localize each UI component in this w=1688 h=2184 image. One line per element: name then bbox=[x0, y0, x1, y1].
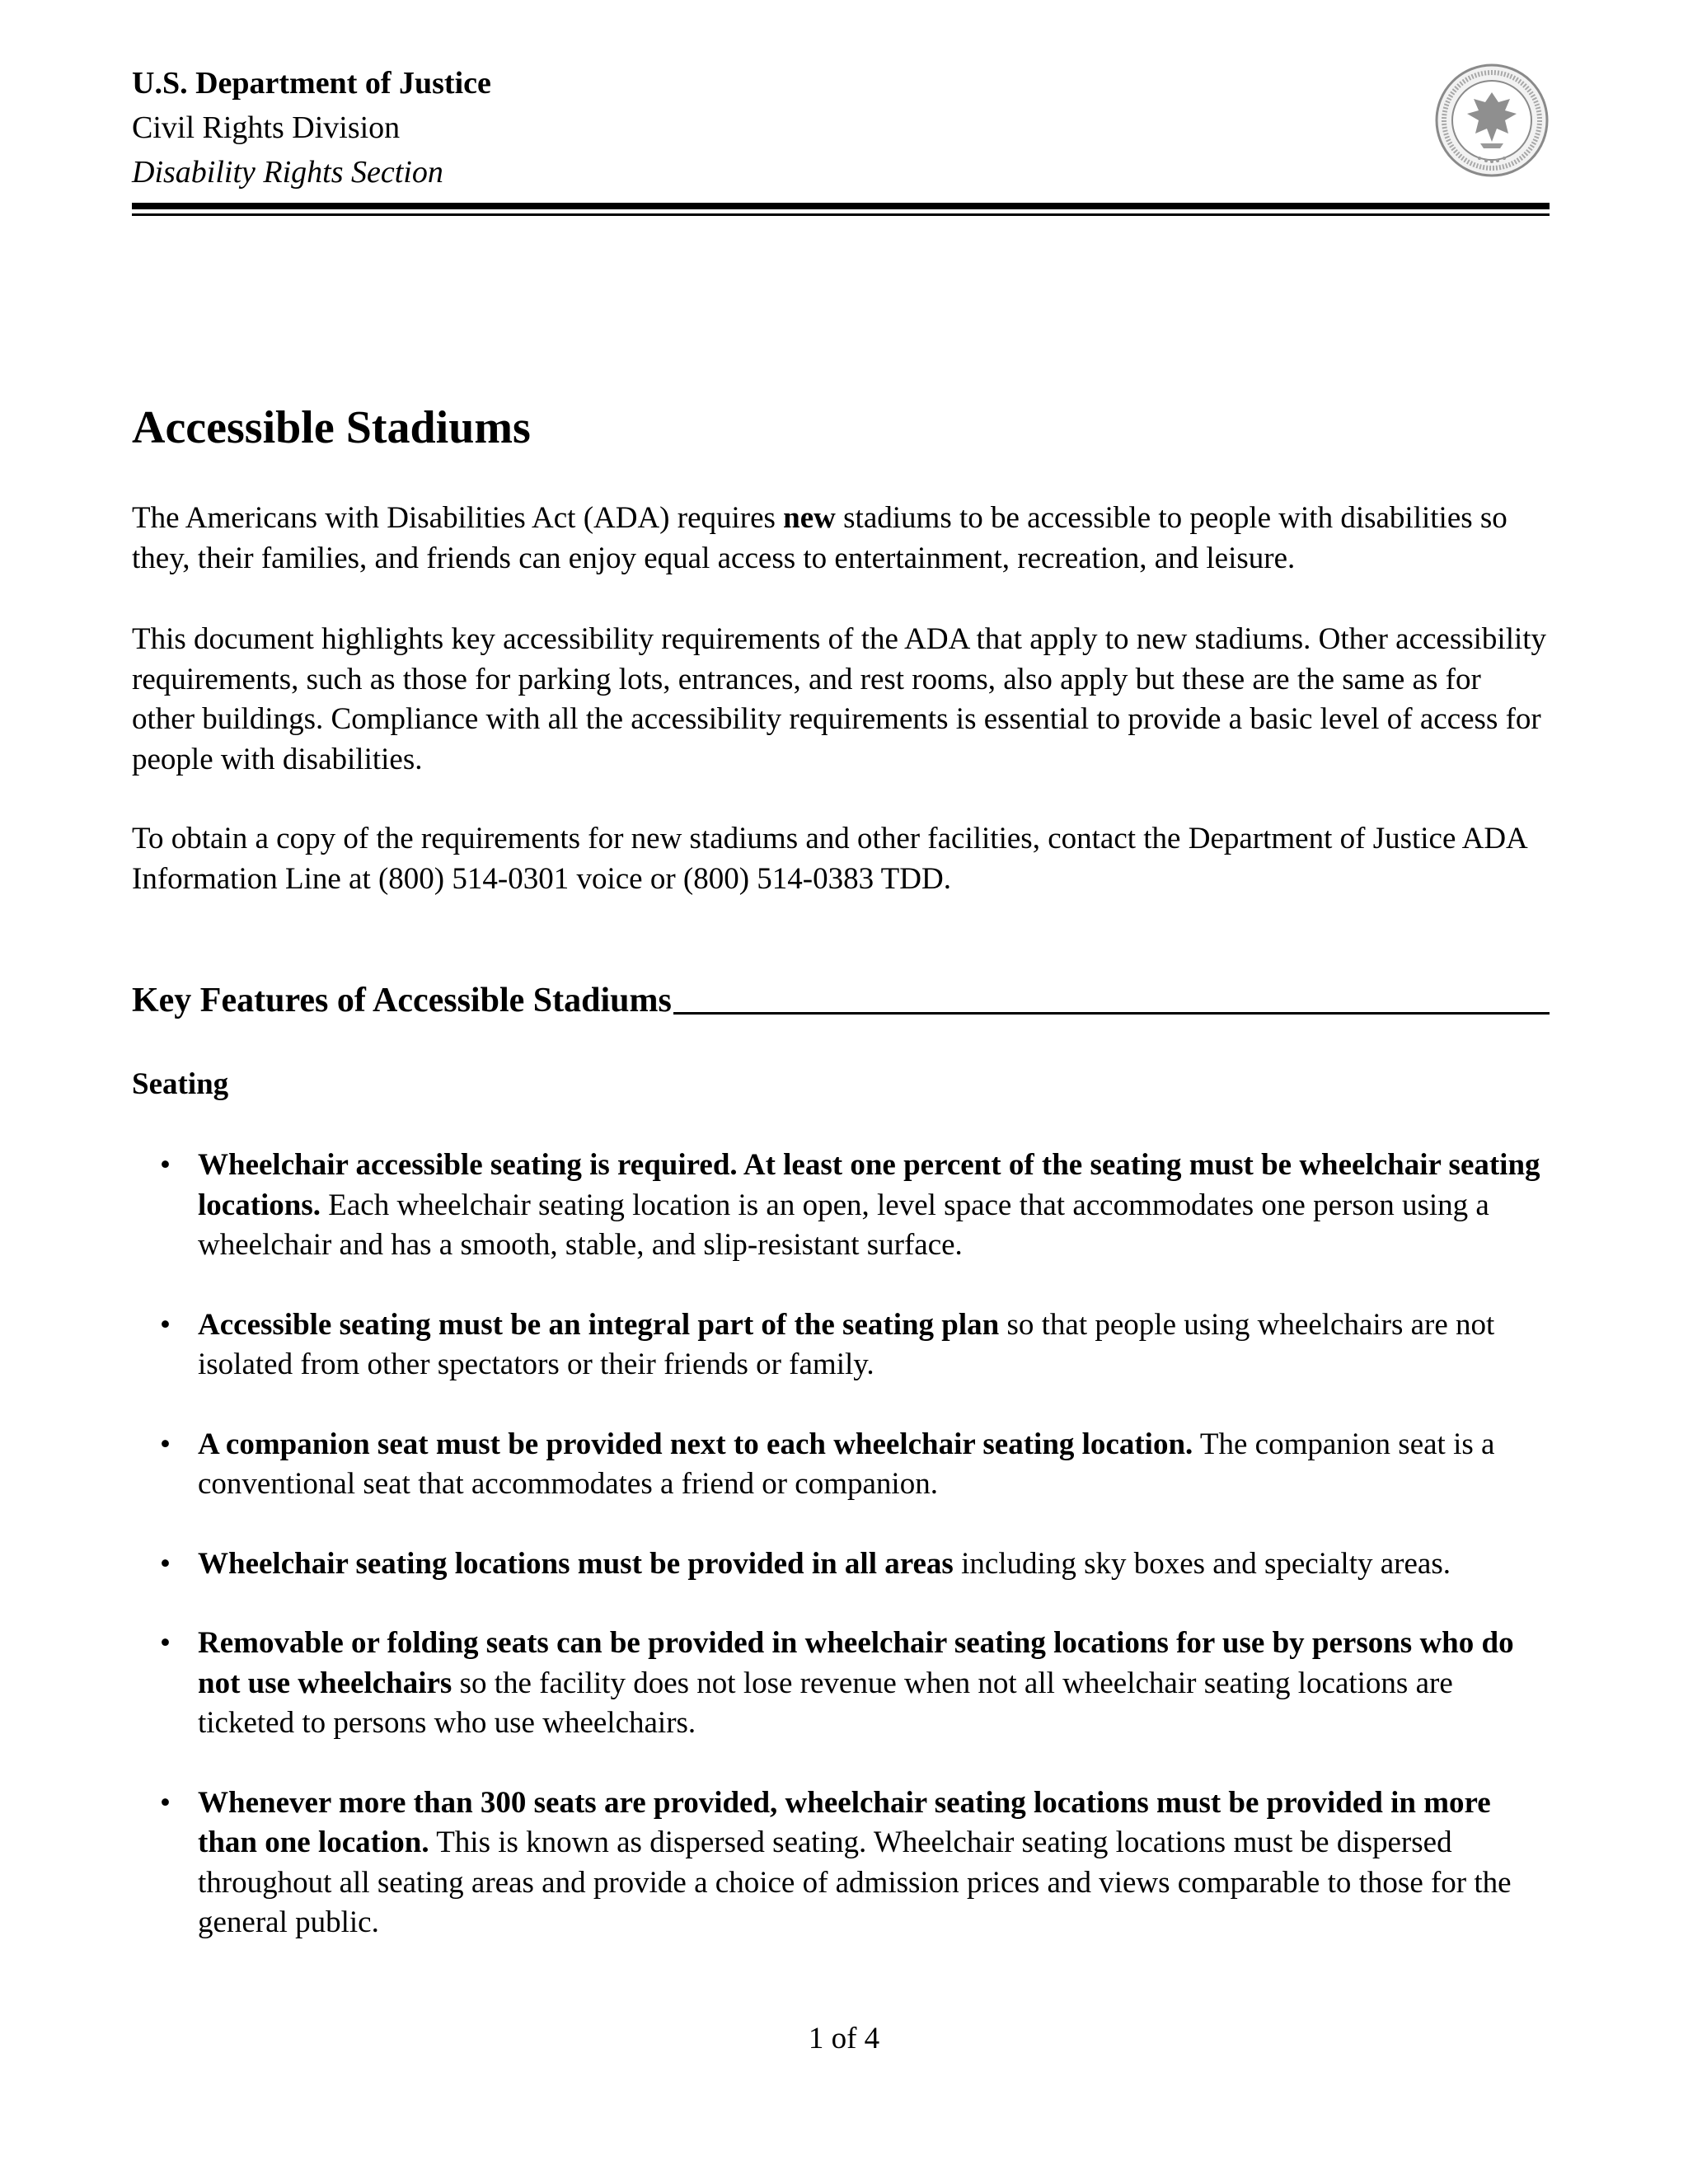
bullet-text: so the facility does not lose revenue when not all wheelchair seating locations are ticketed to persons who use wheelchairs. bbox=[198, 1666, 1453, 1740]
bullet-text: so that people using wheelchairs are not isolated from other spectators or their friends or family. bbox=[198, 1307, 1495, 1381]
seating-bullet-list bbox=[132, 1146, 1550, 1983]
intro-text: The Americans with Disabilities Act (ADA) requires bbox=[132, 501, 784, 535]
bullet-text: Each wheelchair seating location is an open, level space that accommodates one person using a wheelchair and has a smooth, stable, and slip-resistant surface. bbox=[198, 1188, 1489, 1262]
department-name: U.S. Department of Justice bbox=[132, 66, 491, 101]
header-rule-thick bbox=[132, 203, 1550, 209]
bullet-text: This is known as dispersed seating. Wheelchair seating locations must be dispersed throughout all seating areas and provide a choice of admission prices and views comparable to those for the general public. bbox=[198, 1825, 1512, 1939]
bullet-text: including sky boxes and specialty areas. bbox=[953, 1546, 1451, 1581]
header-rule-thin bbox=[132, 213, 1550, 216]
page-number: 1 of 4 bbox=[808, 2022, 880, 2055]
bullet-bold: A companion seat must be provided next to each wheelchair seating location. bbox=[198, 1427, 1193, 1461]
bullet-icon: • bbox=[160, 1148, 171, 1182]
intro-paragraph-1 bbox=[132, 499, 1550, 579]
bullet-icon: • bbox=[160, 1427, 171, 1461]
bullet-bold: Whenever more than 300 seats are provided, wheelchair seating locations must be provided in more than one location. bbox=[198, 1785, 1491, 1859]
bullet-item bbox=[132, 1146, 1550, 1266]
bullet-icon: • bbox=[160, 1785, 171, 1820]
page-title: Accessible Stadiums bbox=[132, 402, 531, 453]
bullet-item bbox=[132, 1305, 1550, 1385]
section-heading bbox=[132, 977, 1550, 1024]
section-name: Disability Rights Section bbox=[132, 155, 443, 190]
division-name: Civil Rights Division bbox=[132, 110, 401, 145]
bullet-item bbox=[132, 1624, 1550, 1744]
bullet-icon: • bbox=[160, 1307, 171, 1342]
section-heading-rule bbox=[673, 1012, 1550, 1015]
bullet-item bbox=[132, 1425, 1550, 1505]
intro-paragraph-3: To obtain a copy of the requirements for new stadiums and other facilities, contact the Department of Justice ADA Information Line at (800) 514-0301 voice or (800) 514-0383 TDD. bbox=[132, 822, 1526, 896]
bullet-icon: • bbox=[160, 1626, 171, 1660]
bullet-bold: Accessible seating must be an integral part of the seating plan bbox=[198, 1307, 1000, 1342]
intro-emphasis: new bbox=[783, 501, 836, 535]
bullet-bold: Removable or folding seats can be provided in wheelchair seating locations for use by persons who do not use wheelchairs bbox=[198, 1626, 1514, 1700]
intro-paragraph-2: This document highlights key accessibility requirements of the ADA that apply to new stadiums. Other accessibility requirements, such as those for parking lots, entrances, and rest rooms, also apply but these are the same as for other buildings. Compliance with all the accessibility requirements is essential to provide a basic level of access for people with disabilities. bbox=[132, 622, 1547, 776]
subheading-seating: Seating bbox=[132, 1067, 229, 1101]
bullet-bold: Wheelchair accessible seating is required. At least one percent of the seating must be wheelchair seating locations. bbox=[198, 1148, 1540, 1222]
bullet-bold: Wheelchair seating locations must be provided in all areas bbox=[198, 1546, 954, 1581]
letterhead bbox=[132, 61, 491, 194]
section-heading-text: Key Features of Accessible Stadiums bbox=[132, 982, 672, 1019]
bullet-item bbox=[132, 1783, 1550, 1943]
bullet-text: The companion seat is a conventional seat that accommodates a friend or companion. bbox=[198, 1427, 1495, 1501]
doj-seal-icon bbox=[1434, 63, 1550, 178]
bullet-item bbox=[132, 1544, 1550, 1585]
bullet-icon: • bbox=[160, 1546, 171, 1581]
intro-text: stadiums to be accessible to people with disabilities so they, their families, and friends can enjoy equal access to entertainment, recreation, and leisure. bbox=[132, 501, 1507, 575]
